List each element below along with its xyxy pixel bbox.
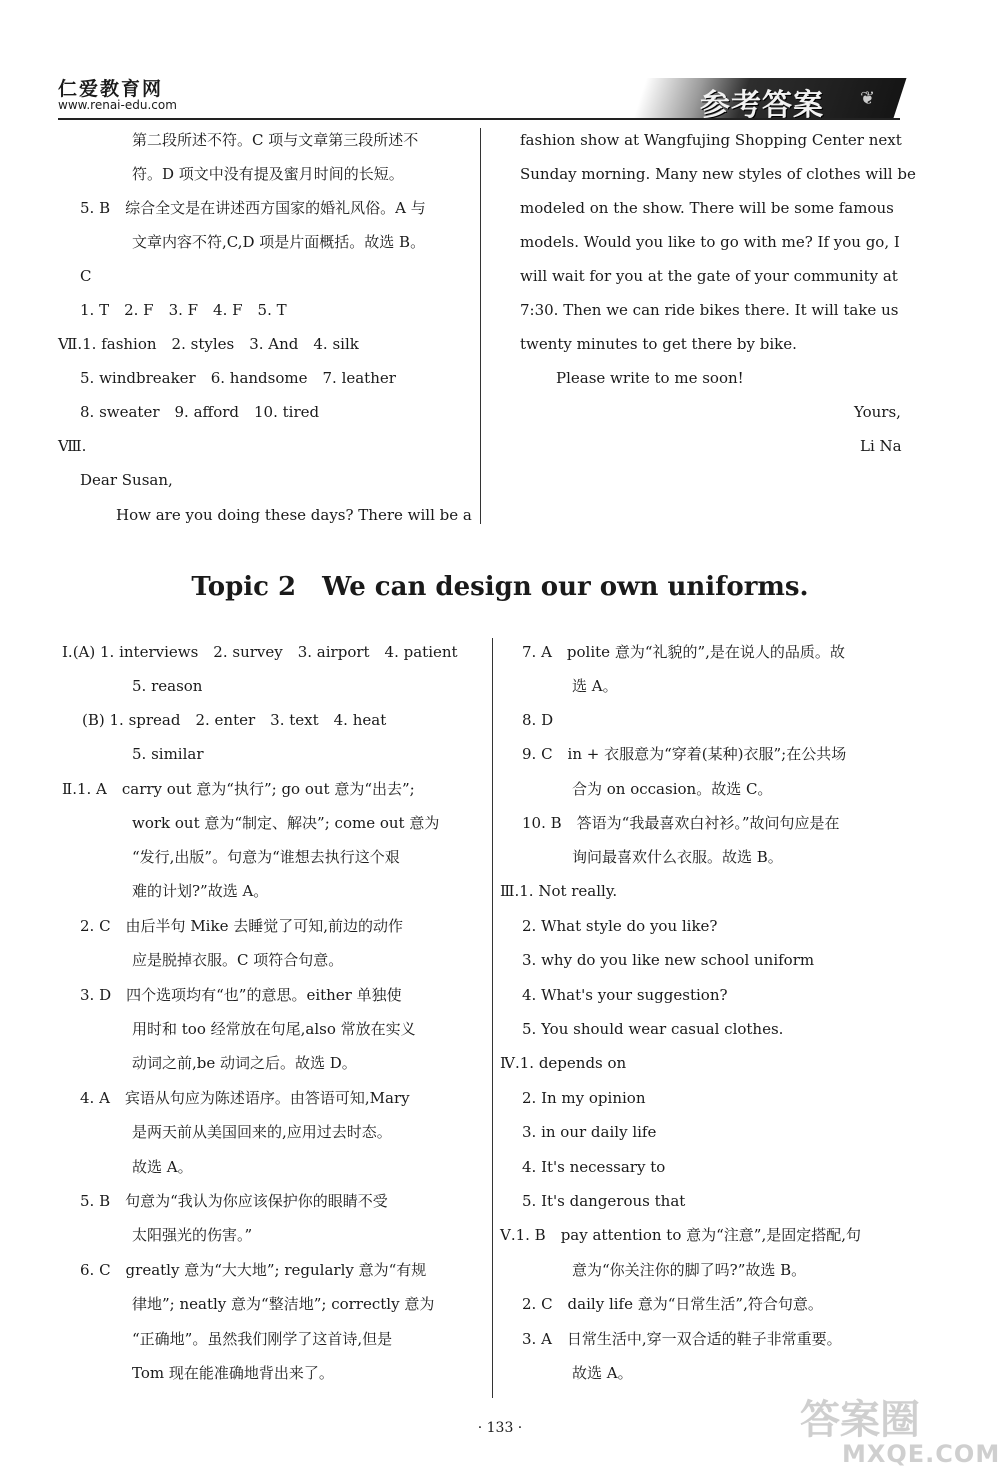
- text-line: Sunday morning. Many new styles of clothes will be: [520, 165, 916, 183]
- text-line: (B) 1. spread 2. enter 3. text 4. heat: [82, 711, 387, 729]
- text-line: “发行,出版”。句意为“谁想去执行这个艰: [132, 848, 400, 866]
- text-line: 合为 on occasion。故选 C。: [572, 780, 773, 798]
- text-line: 2. C daily life 意为“日常生活”,符合句意。: [522, 1295, 823, 1313]
- banner-decoration-icon: ❦: [860, 88, 876, 109]
- text-line: 5. B 综合全文是在讲述西方国家的婚礼风俗。A 与: [80, 199, 426, 217]
- text-line: 7. A polite 意为“礼貌的”,是在说人的品质。故: [522, 643, 845, 661]
- text-line: 8. sweater 9. afford 10. tired: [80, 403, 320, 421]
- column-divider-bottom: [492, 638, 493, 1398]
- text-line: How are you doing these days? There will be a: [116, 506, 472, 524]
- banner-title: 参考答案: [700, 88, 824, 123]
- text-line: fashion show at Wangfujing Shopping Center next: [520, 131, 902, 149]
- text-line: 10. B 答语为“我最喜欢白衬衫。”故问句应是在: [522, 814, 840, 832]
- text-line: 4. It's necessary to: [522, 1158, 666, 1176]
- text-line: will wait for you at the gate of your community at: [520, 267, 898, 285]
- text-line: 2. In my opinion: [522, 1089, 646, 1107]
- text-line: 5. similar: [132, 745, 204, 763]
- text-line: 6. C greatly 意为“大大地”; regularly 意为“有规: [80, 1261, 427, 1279]
- header-rule: [58, 118, 900, 120]
- text-line: 8. D: [522, 711, 554, 729]
- site-name: 仁爱教育网: [58, 78, 164, 100]
- text-line: 符。D 项文中没有提及蜜月时间的长短。: [132, 165, 404, 183]
- text-line: Dear Susan,: [80, 471, 173, 489]
- text-line: Yours,: [854, 403, 901, 421]
- text-line: modeled on the show. There will be some famous: [520, 199, 894, 217]
- text-line: 故选 A。: [132, 1158, 193, 1176]
- text-line: 难的计划?”故选 A。: [132, 882, 269, 900]
- column-divider-top: [480, 128, 481, 524]
- text-line: 文章内容不符,C,D 项是片面概括。故选 B。: [132, 233, 426, 251]
- topic-title: Topic 2 We can design our own uniforms.: [191, 572, 809, 602]
- text-line: 意为“你关注你的脚了吗?”故选 B。: [572, 1261, 807, 1279]
- text-line: 5. It's dangerous that: [522, 1192, 686, 1210]
- text-line: C: [80, 267, 92, 285]
- text-line: 3. A 日常生活中,穿一双合适的鞋子非常重要。: [522, 1330, 842, 1348]
- text-line: Ⅲ.1. Not really.: [500, 882, 618, 900]
- text-line: Ⅰ.(A) 1. interviews 2. survey 3. airport 4. patient: [62, 643, 458, 661]
- text-line: 2. C 由后半句 Mike 去睡觉了可知,前边的动作: [80, 917, 403, 935]
- text-line: 太阳强光的伤害。”: [132, 1226, 253, 1244]
- text-line: 第二段所述不符。C 项与文章第三段所述不: [132, 131, 419, 149]
- text-line: 1. T 2. F 3. F 4. F 5. T: [80, 301, 287, 319]
- text-line: 用时和 too 经常放在句尾,also 常放在实义: [132, 1020, 416, 1038]
- text-line: 选 A。: [572, 677, 618, 695]
- text-line: 询问最喜欢什么衣服。故选 B。: [572, 848, 783, 866]
- text-line: 2. What style do you like?: [522, 917, 718, 935]
- page-number: · 133 ·: [477, 1420, 523, 1436]
- text-line: 4. A 宾语从句应为陈述语序。由答语可知,Mary: [80, 1089, 410, 1107]
- text-line: 4. What's your suggestion?: [522, 986, 728, 1004]
- text-line: 3. in our daily life: [522, 1123, 657, 1141]
- text-line: Ⅳ.1. depends on: [500, 1054, 627, 1072]
- watermark-logo: [800, 1388, 1000, 1468]
- text-line: Please write to me soon!: [556, 369, 744, 387]
- text-line: 应是脱掉衣服。C 项符合句意。: [132, 951, 344, 969]
- watermark-text: 答案圈: [800, 1397, 920, 1443]
- text-line: Ⅷ.: [58, 437, 87, 455]
- text-line: models. Would you like to go with me? If you go, I: [520, 233, 900, 251]
- text-line: 5. B 句意为“我认为你应该保护你的眼睛不受: [80, 1192, 388, 1210]
- text-line: Ⅱ.1. A carry out 意为“执行”; go out 意为“出去”;: [62, 780, 415, 798]
- text-line: work out 意为“制定、解决”; come out 意为: [132, 814, 440, 832]
- text-line: Ⅶ.1. fashion 2. styles 3. And 4. silk: [58, 335, 359, 353]
- text-line: 5. reason: [132, 677, 203, 695]
- text-line: 是两天前从美国回来的,应用过去时态。: [132, 1123, 392, 1141]
- text-line: Ⅴ.1. B pay attention to 意为“注意”,是固定搭配,句: [500, 1226, 862, 1244]
- text-line: 9. C in + 衣服意为“穿着(某种)衣服”;在公共场: [522, 745, 847, 763]
- watermark-url: MXQE.COM: [842, 1440, 1000, 1468]
- text-line: 动词之前,be 动词之后。故选 D。: [132, 1054, 357, 1072]
- text-line: 3. D 四个选项均有“也”的意思。either 单独使: [80, 986, 402, 1004]
- text-line: 7:30. Then we can ride bikes there. It will take us: [520, 301, 899, 319]
- text-line: 故选 A。: [572, 1364, 633, 1382]
- text-line: 5. You should wear casual clothes.: [522, 1020, 784, 1038]
- text-line: 律地”; neatly 意为“整洁地”; correctly 意为: [132, 1295, 435, 1313]
- text-line: 5. windbreaker 6. handsome 7. leather: [80, 369, 396, 387]
- text-line: 3. why do you like new school uniform: [522, 951, 815, 969]
- text-line: “正确地”。虽然我们刚学了这首诗,但是: [132, 1330, 393, 1348]
- site-url: www.renai-edu.com: [58, 98, 177, 112]
- text-line: Li Na: [860, 437, 902, 455]
- text-line: twenty minutes to get there by bike.: [520, 335, 797, 353]
- text-line: Tom 现在能准确地背出来了。: [132, 1364, 334, 1382]
